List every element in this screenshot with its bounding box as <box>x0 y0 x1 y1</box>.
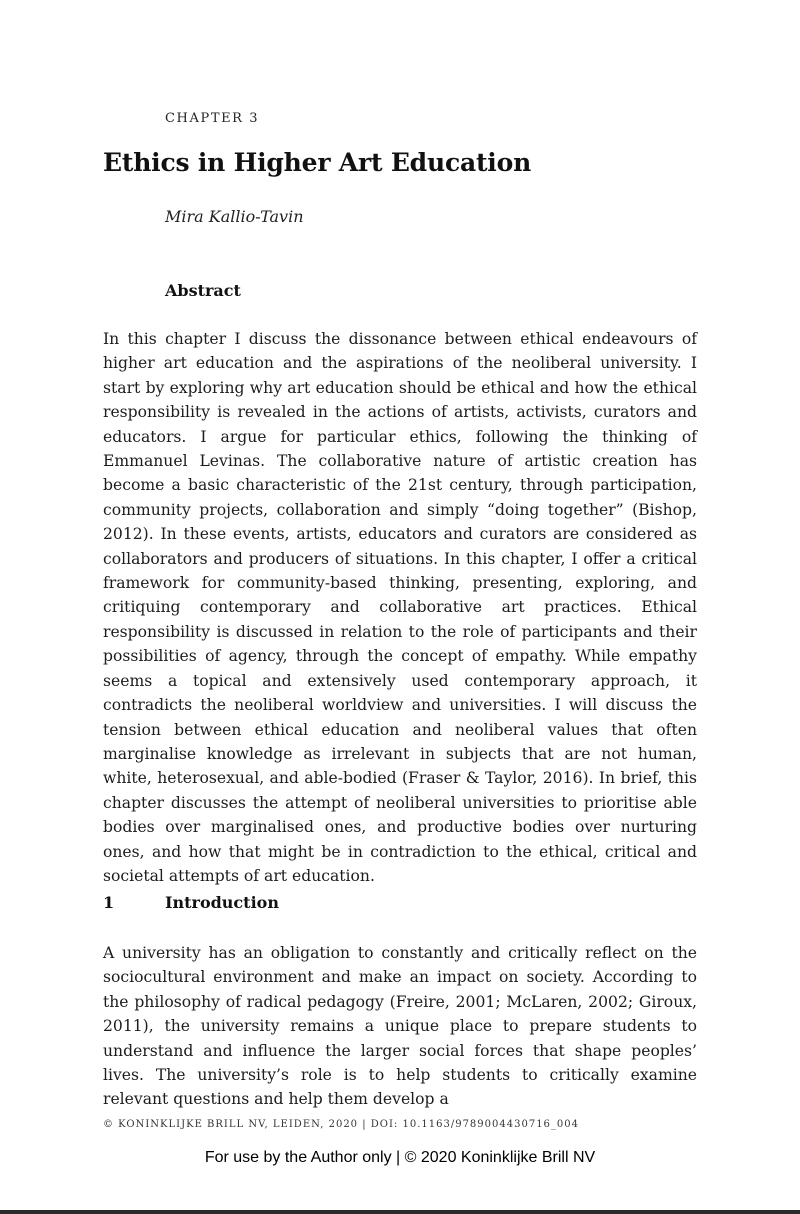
abstract-heading: Abstract <box>165 281 241 300</box>
section-number: 1 <box>103 893 115 912</box>
author-use-notice: For use by the Author only | © 2020 Koninklijke Brill NV <box>204 1149 596 1166</box>
author-name: Mira Kallio-Tavin <box>165 207 304 226</box>
introduction-text: A university has an obligation to constantly and critically reflect on the sociocultural environment and make an impact on society. According to the philosophy of radical pedagogy (Freire, 2001; McLaren, 2002; Giroux, 2011), the university remains a unique place to prepare students to understand and influence the larger social forces that shape peoples’ lives. The university’s role is to help students to critically examine relevant questions and help them develop a <box>103 944 697 1109</box>
abstract-text: In this chapter I discuss the dissonance between ethical endeavours of higher art education and the aspirations of the neoliberal university. I start by exploring why art education should be ethical and how the ethical responsibility is revealed in the actions of artists, activists, curators and educators. I argue for particular ethics, following the thinking of Emmanuel Levinas. The collaborative nature of artistic creation has become a basic characteristic of the 21st century, through participation, community projects, collaboration and simply “doing together” (Bishop, 2012). In these events, artists, educators and curators are considered as collaborators and producers of situations. In this chapter, I offer a critical framework for community-based thinking, presenting, exploring, and critiquing contemporary and collaborative art practices. Ethical responsibility is discussed in relation to the role of participants and their possibilities of agency, through the concept of empathy. While empathy seems a topical and extensively used contemporary approach, it contradicts the neoliberal worldview and universities. I will discuss the tension between ethical education and neoliberal values that often marginalise knowledge as irrelevant in subjects that are not human, white, heterosexual, and able-bodied (Fraser & Taylor, 2016). In brief, this chapter discusses the attempt of neoliberal universities to prioritise able bodies over marginalised ones, and productive bodies over nurturing ones, and how that might be in contradiction to the ethical, critical and societal attempts of art education. <box>103 330 697 885</box>
copyright-doi-line: © KONINKLIJKE BRILL NV, LEIDEN, 2020 | DOI: 10.1163/9789004430716_004 <box>103 1119 580 1130</box>
chapter-label: CHAPTER 3 <box>165 111 260 126</box>
section-title: Introduction <box>165 893 279 912</box>
chapter-title: Ethics in Higher Art Education <box>103 148 532 177</box>
bottom-border <box>0 1210 800 1214</box>
